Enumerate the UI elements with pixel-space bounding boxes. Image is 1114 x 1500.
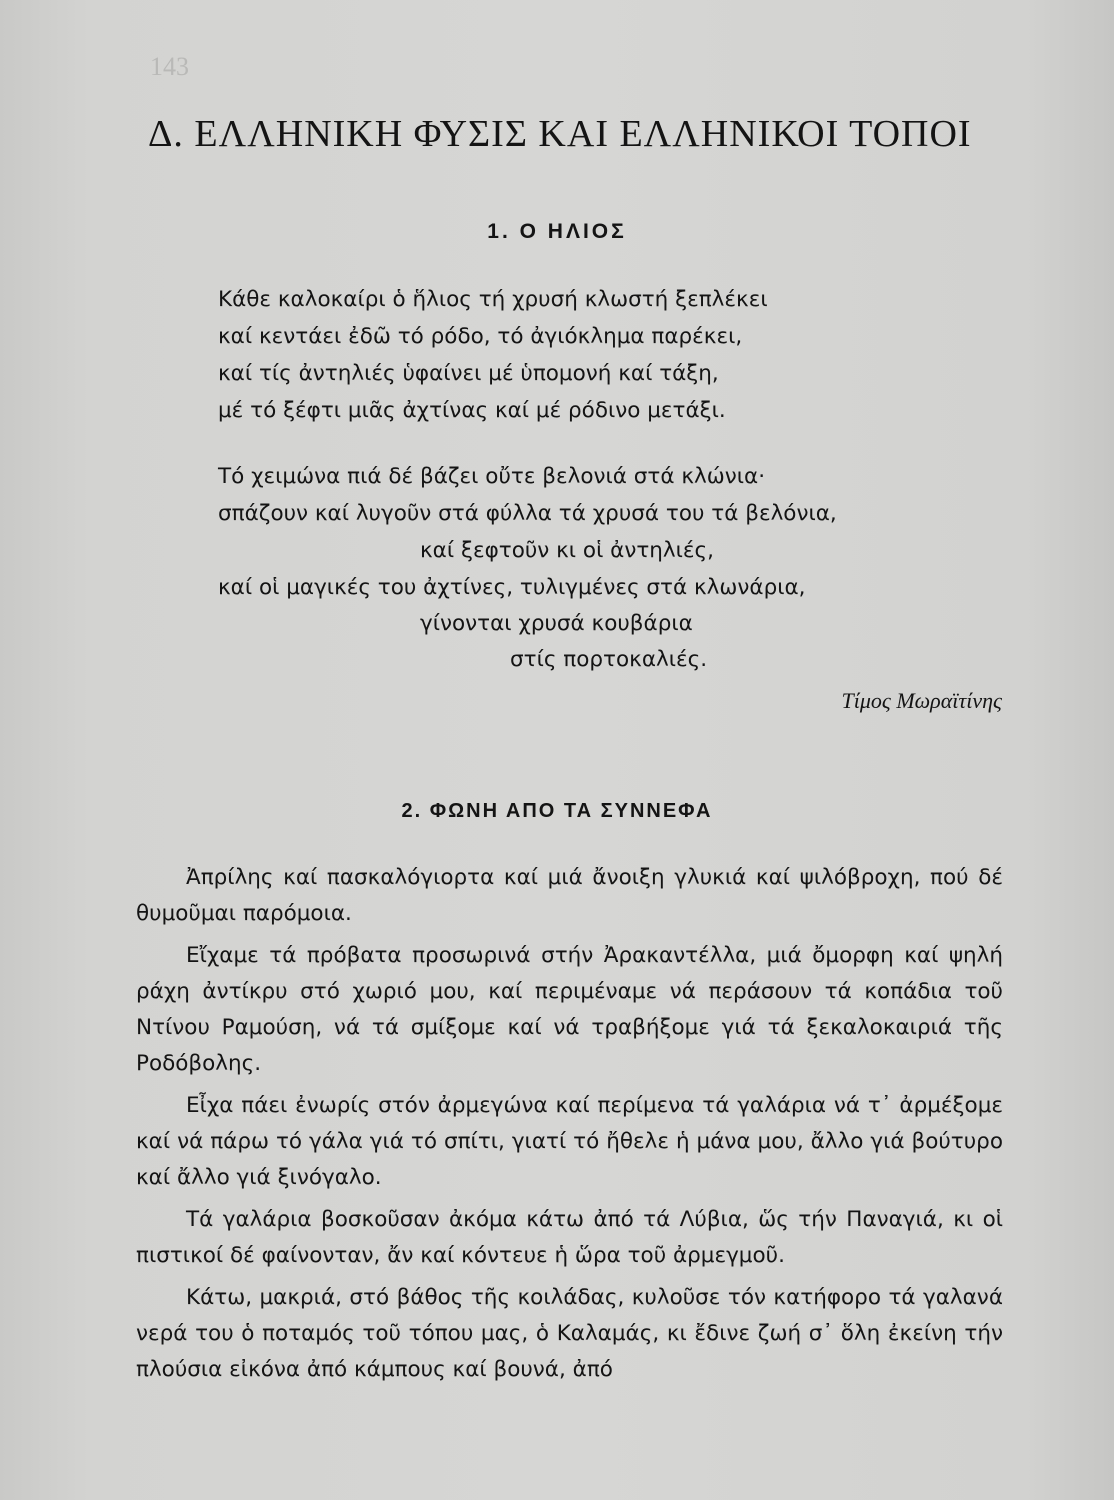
poem-line: στίς πορτοκαλιές. [510, 647, 708, 672]
prose-paragraph: Εἴχαμε τά πρόβατα προσωρινά στήν Ἀρακαντέλλα, μιά ὄμορφη καί ψηλή ράχη ἀντίκρυ στό χωριό μου, καί περιμέναμε νά περάσουν τά κοπάδια τοῦ Ντίνου Ραμούση, νά τά σμίξομε καί νά τραβήξομε γιά τά ξεκαλοκαιριά τῆς Ροδόβολης. [136, 943, 1003, 1076]
poem-line: καί κεντάει ἐδῶ τό ρόδο, τό ἀγιόκλημα παρέκει, [218, 324, 743, 349]
section-1-title: 1. Ο ΗΛΙΟΣ [487, 220, 627, 243]
prose-paragraph: Εἶχα πάει ἐνωρίς στόν ἀρμεγώνα καί περίμενα τά γαλάρια νά τ᾽ ἀρμέξομε καί νά πάρω τό γάλα γιά τό σπίτι, γιατί τό ἤθελε ἡ μάνα μου, ἄλλο γιά βούτυρο καί ἄλλο γιά ξινόγαλο. [136, 1093, 1003, 1190]
poem-line: καί ξεφτοῦν κι οἱ ἀντηλιές, [420, 538, 714, 563]
poem-line: Τό χειμώνα πιά δέ βάζει οὔτε βελονιά στά κλώνια· [218, 464, 766, 489]
poem-line: καί τίς ἀντηλιές ὑφαίνει μέ ὑπομονή καί τάξη, [218, 361, 719, 386]
prose-paragraph: Κάτω, μακριά, στό βάθος τῆς κοιλάδας, κυλοῦσε τόν κατήφορο τά γαλανά νερά του ὁ ποταμός τοῦ τόπου μας, ὁ Καλαμάς, κι ἔδινε ζωή σ᾽ ὅλη ἐκείνη τήν πλούσια εἰκόνα ἀπό κάμπους καί βουνά, ἀπό [136, 1285, 1003, 1382]
bleed-through-page-number: 143 [150, 52, 189, 81]
poem-line: Κάθε καλοκαίρι ὁ ἥλιος τή χρυσή κλωστή ξεπλέκει [218, 287, 768, 312]
poem-line: σπάζουν καί λυγοῦν στά φύλλα τά χρυσά του τά βελόνια, [218, 501, 837, 526]
prose-paragraph: Ἀπρίλης καί πασκαλόγιορτα καί μιά ἄνοιξη γλυκιά καί ψιλόβροχη, πού δέ θυμοῦμαι παρόμοια. [136, 865, 1003, 926]
poem-author: Τίμος Μωραϊτίνης [841, 688, 1002, 713]
poem-line: μέ τό ξέφτι μιᾶς ἀχτίνας καί μέ ρόδινο μετάξι. [218, 398, 726, 423]
poem-line: γίνονται χρυσά κουβάρια [420, 611, 693, 636]
chapter-title: Δ. ΕΛΛΗΝΙΚΗ ΦΥΣΙΣ ΚΑΙ ΕΛΛΗΝΙΚΟΙ ΤΟΠΟΙ [148, 113, 972, 155]
prose-body [136, 860, 1003, 1394]
section-2-title: 2. ΦΩΝΗ ΑΠΟ ΤΑ ΣΥΝΝΕΦΑ [401, 800, 713, 822]
poem-line: καί οἱ μαγικές του ἀχτίνες, τυλιγμένες στά κλωνάρια, [218, 575, 806, 600]
prose-paragraph: Τά γαλάρια βοσκοῦσαν ἀκόμα κάτω ἀπό τά Λύβια, ὥς τήν Παναγιά, κι οἱ πιστικοί δέ φαίνονταν, ἄν καί κόντευε ἡ ὥρα τοῦ ἀρμεγμοῦ. [136, 1207, 1003, 1268]
